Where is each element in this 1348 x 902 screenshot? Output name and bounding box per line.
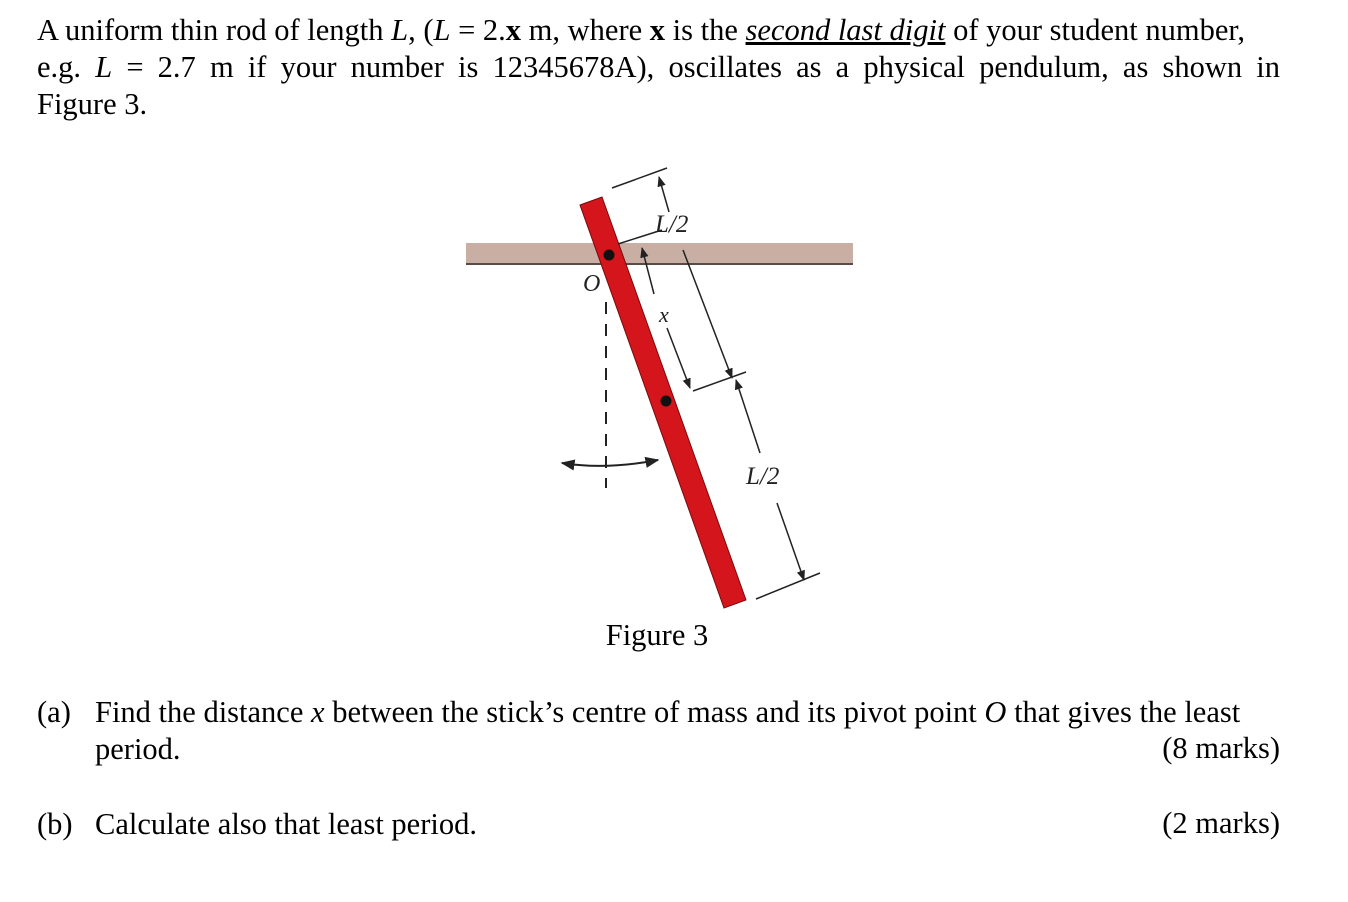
- text-run: m, where: [521, 13, 650, 47]
- dimension-arrow-top-lower: [683, 250, 732, 378]
- ceiling: [466, 243, 853, 264]
- text-run: is the: [665, 13, 746, 47]
- question-b-marks: (2 marks): [1162, 806, 1280, 840]
- swing-arrow: [562, 460, 658, 466]
- label-L-half-bottom: L/2: [746, 463, 780, 490]
- question-b-label: (b): [37, 807, 73, 841]
- text-run: , (: [408, 13, 434, 47]
- var-x-bold: x: [505, 13, 522, 47]
- text-run: of your student number,: [945, 13, 1245, 47]
- label-x: x: [659, 302, 669, 327]
- pendulum-diagram: [440, 160, 880, 620]
- dimension-arrow-bottom-upper: [736, 380, 760, 453]
- var-L: L: [95, 50, 113, 84]
- var-L: L: [433, 13, 451, 47]
- var-x-bold: x: [649, 13, 666, 47]
- text-run: e.g.: [37, 50, 96, 84]
- dimension-arrow-top-upper: [659, 177, 669, 212]
- label-L-half-top: L/2: [655, 211, 689, 238]
- problem-line-1: [37, 12, 1280, 49]
- text-run: = 2.7 m if your number is 12345678A), oscillates as a physical pendulum, as shown in: [112, 50, 1281, 84]
- problem-line-2: [37, 49, 1280, 86]
- text-run: = 2.: [450, 13, 506, 47]
- text-run: that gives the least: [1006, 695, 1241, 729]
- var-L: L: [391, 13, 409, 47]
- text-run: between the stick’s centre of mass and its pivot point: [324, 695, 985, 729]
- var-x: x: [311, 695, 325, 729]
- question-a-text-line1: [95, 694, 1240, 731]
- figure-caption: Figure 3: [605, 618, 709, 652]
- question-a-label: (a): [37, 695, 71, 729]
- dimension-tick-bottom: [756, 573, 820, 599]
- underlined-emphasis: second last digit: [745, 13, 946, 47]
- question-a-marks: (8 marks): [1162, 731, 1280, 765]
- problem-statement: [37, 12, 1280, 123]
- question-a-text-line2: period.: [95, 732, 181, 766]
- x-arrow-lower: [667, 328, 690, 388]
- question-b-text: Calculate also that least period.: [95, 807, 477, 841]
- centre-of-mass: [661, 396, 672, 407]
- problem-line-3: Figure 3.: [37, 87, 148, 121]
- pendulum-figure: [440, 160, 880, 620]
- text-run: Find the distance: [95, 695, 312, 729]
- var-O: O: [984, 695, 1007, 729]
- label-O: O: [583, 271, 601, 297]
- pivot-point: [604, 250, 615, 261]
- dimension-arrow-bottom-lower: [777, 503, 804, 580]
- text-run: A uniform thin rod of length: [37, 13, 392, 47]
